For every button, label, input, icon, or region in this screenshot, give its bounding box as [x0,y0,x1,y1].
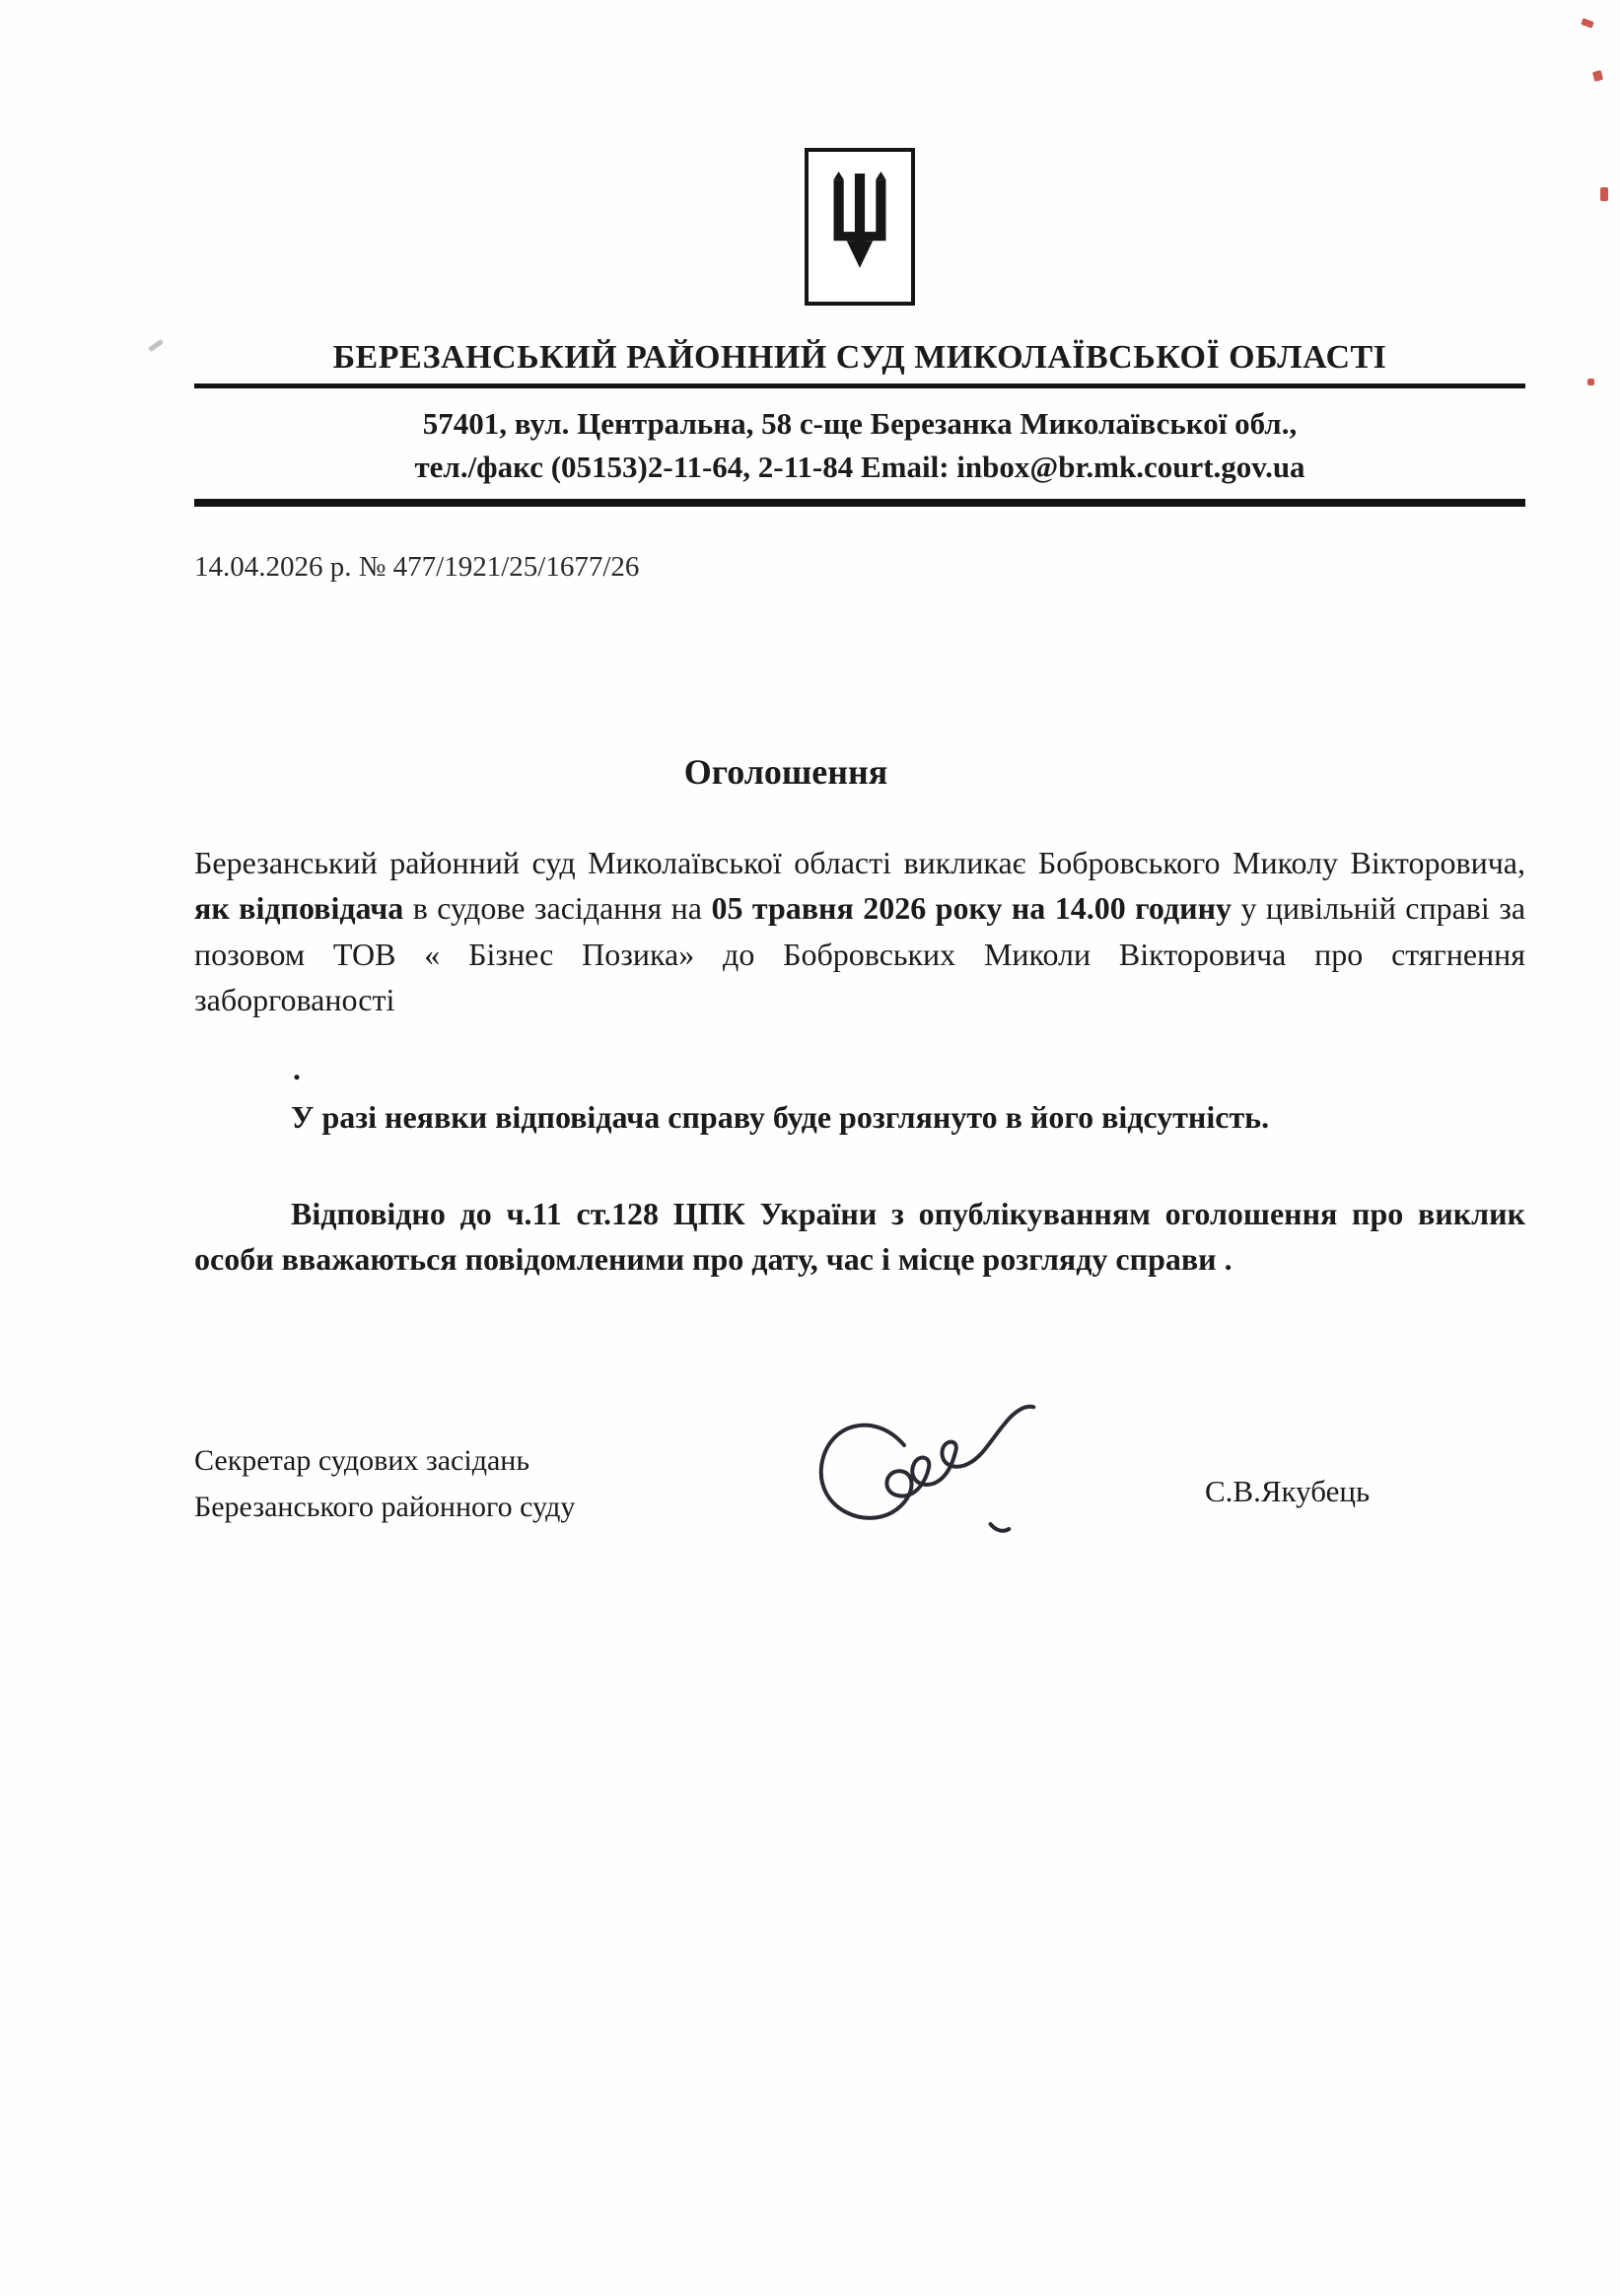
scan-artifact [1587,379,1594,385]
signatory-role [194,1438,658,1530]
signatory-role-line-1: Секретар судових засідань [194,1444,530,1478]
body-paragraph-1 [194,840,1525,1023]
stray-period: . [293,1050,301,1086]
address-line-2: тел./факс (05153)2-11-64, 2-11-84 Email: inbox@br.mk.court.gov.ua [414,450,1305,485]
coat-of-arms-box [805,148,915,306]
divider-line [194,499,1525,507]
p1-text-2: в судове засідання на [403,890,712,927]
p1-bold-1: як відповідача [194,890,404,927]
p1-bold-2: 05 травня 2026 року на 14.00 годину [711,890,1233,927]
ukraine-trident-icon [824,172,895,282]
reference-number: 14.04.2026 р. № 477/1921/25/1677/26 [194,551,640,584]
p1-text-1: Березанський районний суд Миколаївської області викликає Бобровського Миколу Вікторовича, [194,845,1525,881]
body-paragraph-3: Відповідно до ч.11 ст.128 ЦПК України з опублікуванням оголошення про виклик особи вважаються повідомленими про дату, час і місце розгляду справи . [194,1195,1525,1278]
scan-artifact [1592,70,1603,82]
signatory-name: С.В.Якубець [1205,1473,1371,1508]
handwritten-signature-icon [796,1401,1092,1539]
court-name: БЕРЕЗАНСЬКИЙ РАЙОННИЙ СУД МИКОЛАЇВСЬКОЇ ОБЛАСТІ [332,339,1387,376]
scan-artifact [148,339,164,352]
document-title: Оголошення [683,752,888,793]
divider-line [194,383,1525,388]
document-content [194,0,1525,1539]
address-line-1: 57401, вул. Центральна, 58 с-ще Березанка Миколаївської обл., [422,406,1298,441]
signatory-role-line-2: Березанського районного суду [194,1490,576,1523]
scan-artifact [1600,187,1608,201]
p1-text-3: у цивільній справі за позовом ТОВ « Бізнес Позика» до Бобровських Миколи Вікторовича про стягнення заборгованості [194,890,1526,1018]
signature-block [194,1430,1525,1539]
scan-artifact [1581,18,1594,29]
body-paragraph-2: У разі неявки відповідача справу буде розглянуто в його відсутність. [291,1098,1270,1135]
letterhead [194,339,1525,507]
